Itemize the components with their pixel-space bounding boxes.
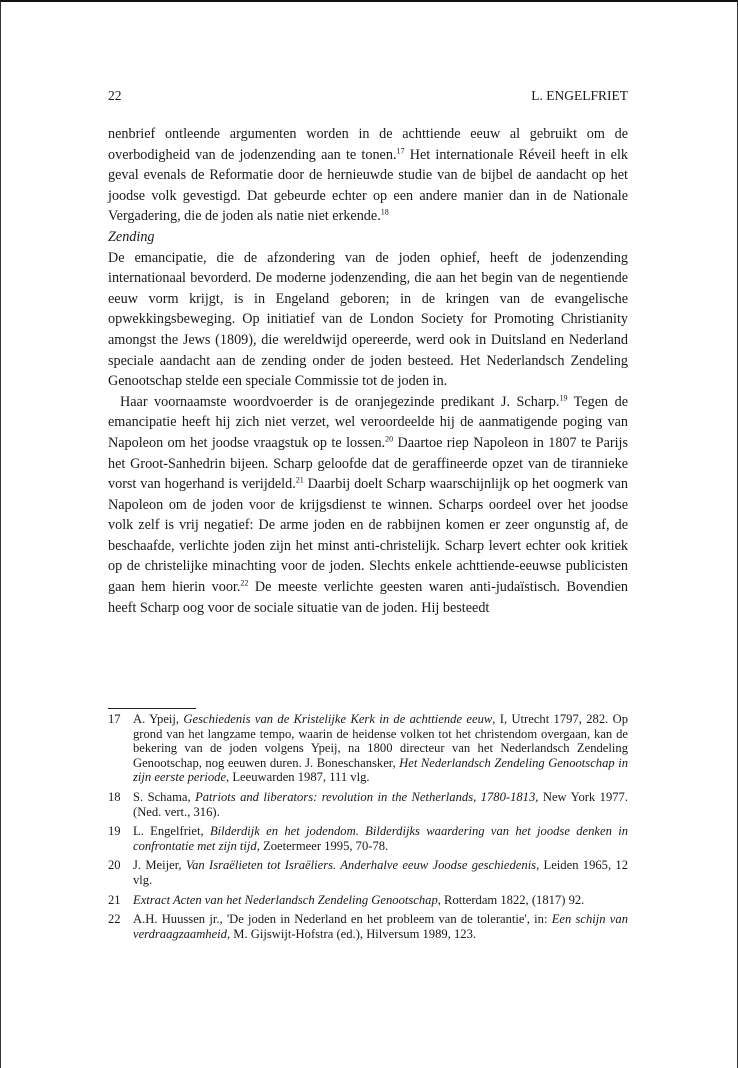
footnote-divider — [108, 708, 196, 709]
footnote-ref: 18 — [380, 207, 389, 217]
page-header — [108, 88, 628, 104]
footnote-number: 22 — [108, 912, 121, 927]
section-heading: Zending — [108, 228, 155, 245]
footnote-ref: 21 — [295, 475, 304, 485]
footnote-number: 17 — [108, 712, 121, 726]
main-text — [108, 124, 628, 618]
footnote-ref: 22 — [240, 578, 249, 588]
footnotes — [108, 712, 628, 946]
page-number: 22 — [108, 88, 122, 103]
paragraph: Haar voornaamste woordvoerder is de oranjegezinde predikant J. Scharp.$^{19}$ Tegen de emancipatie heeft hij zich niet verzet, wel veroordeelde hij de aanmatigende poging van Napoleon om het joodse vraagstuk op te lossen.$^{20}$ Daartoe riep Napoleon in 1807 te Parijs het Groot-Sanhedrin bijeen. Scharp geloofde dat de geraffineerde opzet van de tirannieke vorst van hogerhand is verijdeld.$^{21}$ Daarbij doelt Scharp waarschijnlijk op het oogmerk van Napoleon om de joden voor de krijgsdienst te winnen. Scharps oordeel over het joodse volk zelf is vrij negatief: De arme joden en de rabbijnen komen er zeer ongunstig af, de beschaafde, verlichte joden zijn het minst anti-christelijk. Scharp levert echter ook kritiek op de christelijke minachting voor de joden. Slechts enkele achttiende-eeuwse publicisten gaan hem hierin voor.$^{22}$ De meeste verlichte geesten waren anti-judaïstisch. Bovendien heeft Scharp oog voor de sociale situatie van de joden. Hij besteedt — [108, 392, 628, 616]
footnote: 22 A.H. Huussen jr., 'De joden in Nederland en het probleem van de tolerantie', in: Een schijn van verdraagzaamheid, M. Gijswijt-Hofstra (ed.), Hilversum 1989, 123. — [108, 912, 628, 941]
footnote: 20 J. Meijer, Van Israëlieten tot Israëliers. Anderhalve eeuw Joodse geschiedenis, Leiden 1965, 12 vlg. — [108, 858, 628, 887]
footnote-ref: 17 — [396, 145, 405, 155]
footnote-number: 21 — [108, 892, 121, 907]
footnote-ref: 20 — [385, 434, 394, 444]
footnote-number: 18 — [108, 789, 121, 804]
paragraph: nenbrief ontleende argumenten worden in de achttiende eeuw al gebruikt om de overbodigheid van de jodenzending aan te tonen.$^{17}$ Het internationale Réveil heeft in elk geval evenals de Reformatie door de hernieuwde studie van de bijbel de aandacht op het joodse volk gevestigd. Dat gebeurde echter op een andere manier dan in de Nationale Vergadering, die de joden als natie niet erkende.$^{18}$ — [108, 126, 628, 225]
paragraph: De emancipatie, die de afzondering van de joden ophief, heeft de jodenzending internationaal bevorderd. De moderne jodenzending, die aan het begin van de negentiende eeuw vorm krijgt, is in Engeland geboren; in de kringen van de evangelische opwekkingsbeweging. Op initiatief van de London Society for Promoting Christianity amongst the Jews (1809), die wereldwijd opereerde, werd ook in Duitsland en Nederland speciale aandacht aan de zending onder de joden besteed. Het Nederlandsch Zendeling Genootschap stelde een speciale Commissie tot de joden in. — [108, 249, 628, 390]
footnote-ref: 19 — [559, 392, 568, 402]
footnote: 17 A. Ypeij, Geschiedenis van de Kristelijke Kerk in de achttiende eeuw, I, Utrecht 1797, 282. Op grond van het langzame tempo, waarin de heidense volken tot het christendom overgaan, kan de bekering van de joden volgens Ypeij, na 1800 directeur van het Nederlandsch Zendeling Genootschap, nog eeuwen duren. J. Boneschansker, Het Nederlandsch Zendeling Genootschap in zijn eerste periode, Leeuwarden 1987, 111 vlg. — [108, 712, 628, 785]
footnote: 18 S. Schama, Patriots and liberators: revolution in the Netherlands, 1780-1813, New York 1977. (Ned. vert., 316). — [108, 789, 629, 819]
footnote: 19 L. Engelfriet, Bilderdijk en het jodendom. Bilderdijks waardering van het joodse denken in confrontatie met zijn tijd, Zoetermeer 1995, 70-78. — [108, 824, 628, 853]
footnote-number: 19 — [108, 824, 121, 839]
footnote-number: 20 — [108, 858, 121, 873]
footnote: 21 Extract Acten van het Nederlandsch Zendeling Genootschap, Rotterdam 1822, (1817) 92. — [108, 892, 585, 907]
running-head-author: L. ENGELFRIET — [531, 88, 628, 103]
